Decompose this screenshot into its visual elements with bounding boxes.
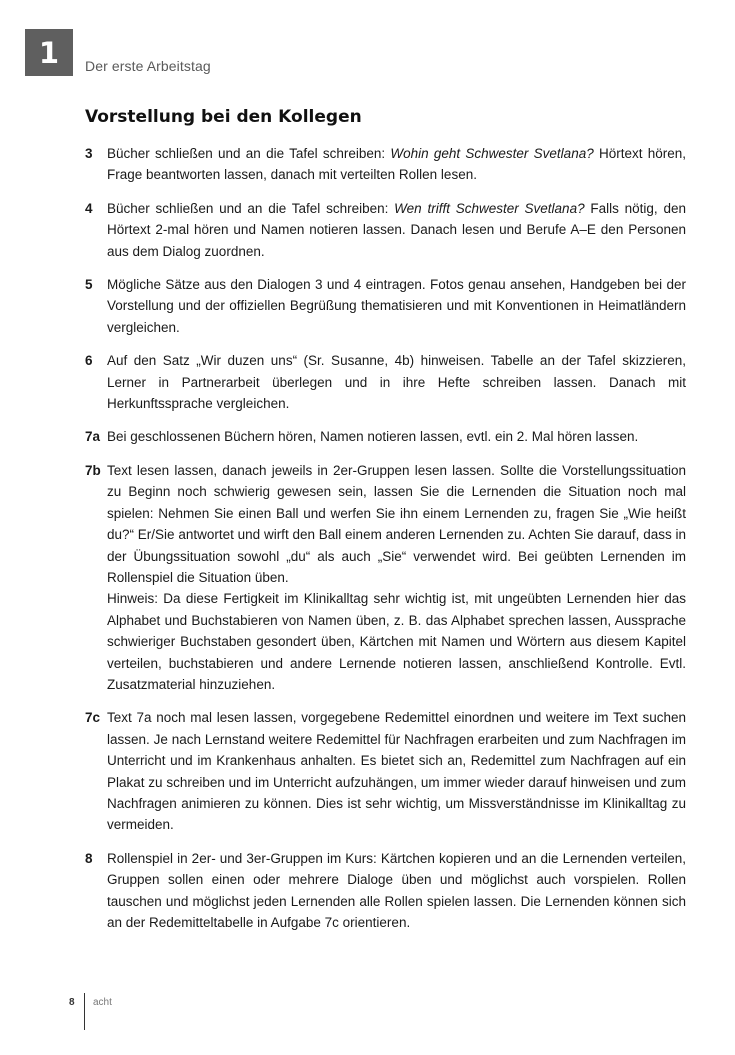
exercise-text: Mögliche Sätze aus den Dialogen 3 und 4 eintragen. Fotos genau ansehen, Handgeben bei der Vorstellung und der offiziellen Begrüßung thematisieren und mit Konventionen in Heimatländern vergleichen.	[107, 277, 686, 335]
exercise-text: Rollenspiel in 2er- und 3er-Gruppen im Kurs: Kärtchen kopieren und an die Lernenden verteilen, Gruppen sollen einen oder mehrere Dialoge üben und möglichst auch vorspielen. Rollen tauschen und möglichst jeden Lernenden alle Rollen spielen lassen. Die Lernenden können sich an der Redemitteltabelle in Aufgabe 7c orientieren.	[107, 850, 686, 930]
exercise-hint-paragraph: Hinweis: Da diese Fertigkeit im Klinikalltag sehr wichtig ist, mit ungeübten Lernenden hier das Alphabet und Buchstabieren von Namen üben, z. B. das Alphabet sprechen lassen, Aussprache schwieriger Buchstaben gesondert üben, Kärtchen mit Namen und Wörtern aus diesem Kapitel verteilen, buchstabieren und andere Lernende notieren lassen, anschließend Kontrolle. Evtl. Zusatzmaterial hinzuziehen.	[107, 591, 686, 692]
exercise-text: Text 7a noch mal lesen lassen, vorgegebene Redemittel einordnen und weitere im Text suchen lassen. Je nach Lernstand weitere Redemittel für Nachfragen erarbeiten und zum Nachfragen im Unterricht und im Krankenhaus anhalten. Es bietet sich an, Redemittel zum Nachfragen auf ein Plakat zu schreiben und im Unterricht aufzuhängen, um immer wieder darauf hinweisen und zum Nachfragen animieren zu können. Dies ist sehr wichtig, um Missverständnisse im Klinikalltag zu vermeiden.	[107, 710, 686, 833]
page-number: 8	[69, 997, 75, 1008]
exercise-number: 3	[85, 146, 93, 161]
exercise-number: 4	[85, 200, 93, 216]
exercise-number: 8	[85, 850, 93, 866]
exercise-text-part: Falls nötig, den Hörtext 2-mal hören und Namen notieren lassen. Danach lesen und Berufe A–E den Personen aus dem Dialog zuordnen.	[107, 200, 686, 259]
exercise-item-3	[85, 143, 686, 186]
exercise-italic-question: Wen trifft Schwester Svetlana?	[394, 200, 585, 216]
exercise-item-6	[85, 350, 686, 414]
exercise-item-7a	[85, 426, 686, 447]
exercise-paragraph: Text lesen lassen, danach jeweils in 2er-Gruppen lesen lassen. Sollte die Vorstellungssituation zu Beginn noch schwierig gewesen sein, lassen Sie die Lernenden die Situation noch mal spielen: Nehmen Sie einen Ball und werfen Sie ihn einem Lernenden zu, fragen Sie „Wie heißt du?“ Er/Sie antwortet und wirft den Ball einem anderen Lernenden zu. Achten Sie darauf, dass in der Übungssituation sowohl „du“ als auch „Sie“ verwendet wird. Bei geübten Lernenden im Rollenspiel die Situation üben.	[107, 462, 686, 585]
chapter-title: Der erste Arbeitstag	[85, 58, 211, 74]
exercise-text-part: Hörtext hören, Frage beantworten lassen, danach mit verteilten Rollen lesen.	[107, 146, 686, 183]
exercise-text	[107, 143, 686, 186]
exercise-list	[85, 143, 686, 945]
exercise-number: 7c	[85, 710, 101, 726]
page-number-word: acht	[93, 997, 112, 1008]
chapter-number-badge: 1	[25, 29, 73, 76]
exercise-number: 6	[85, 353, 93, 369]
exercise-number: 7b	[85, 462, 101, 478]
exercise-text	[107, 460, 686, 695]
exercise-text-part: Bücher schließen und an die Tafel schreiben:	[107, 146, 391, 161]
section-title: Vorstellung bei den Kollegen	[85, 107, 362, 127]
exercise-number: 7a	[85, 429, 101, 445]
exercise-text: Auf den Satz „Wir duzen uns“ (Sr. Susanne, 4b) hinweisen. Tabelle an der Tafel skizzieren, Lerner in Partnerarbeit überlegen und in ihre Hefte schreiben lassen. Danach mit Herkunftssprache vergleichen.	[107, 353, 686, 412]
exercise-item-8	[85, 848, 686, 934]
exercise-text-part: Bücher schließen und an die Tafel schreiben:	[107, 200, 395, 216]
exercise-item-7b	[85, 460, 686, 695]
exercise-number: 5	[85, 277, 93, 293]
exercise-text	[107, 198, 686, 262]
exercise-item-4	[85, 198, 686, 262]
exercise-item-5	[85, 274, 686, 338]
exercise-item-7c	[85, 707, 686, 835]
exercise-text: Bei geschlossenen Büchern hören, Namen notieren lassen, evtl. ein 2. Mal hören lassen.	[107, 429, 639, 445]
exercise-italic-question: Wohin geht Schwester Svetlana?	[390, 146, 594, 161]
footer-divider	[84, 993, 85, 1030]
